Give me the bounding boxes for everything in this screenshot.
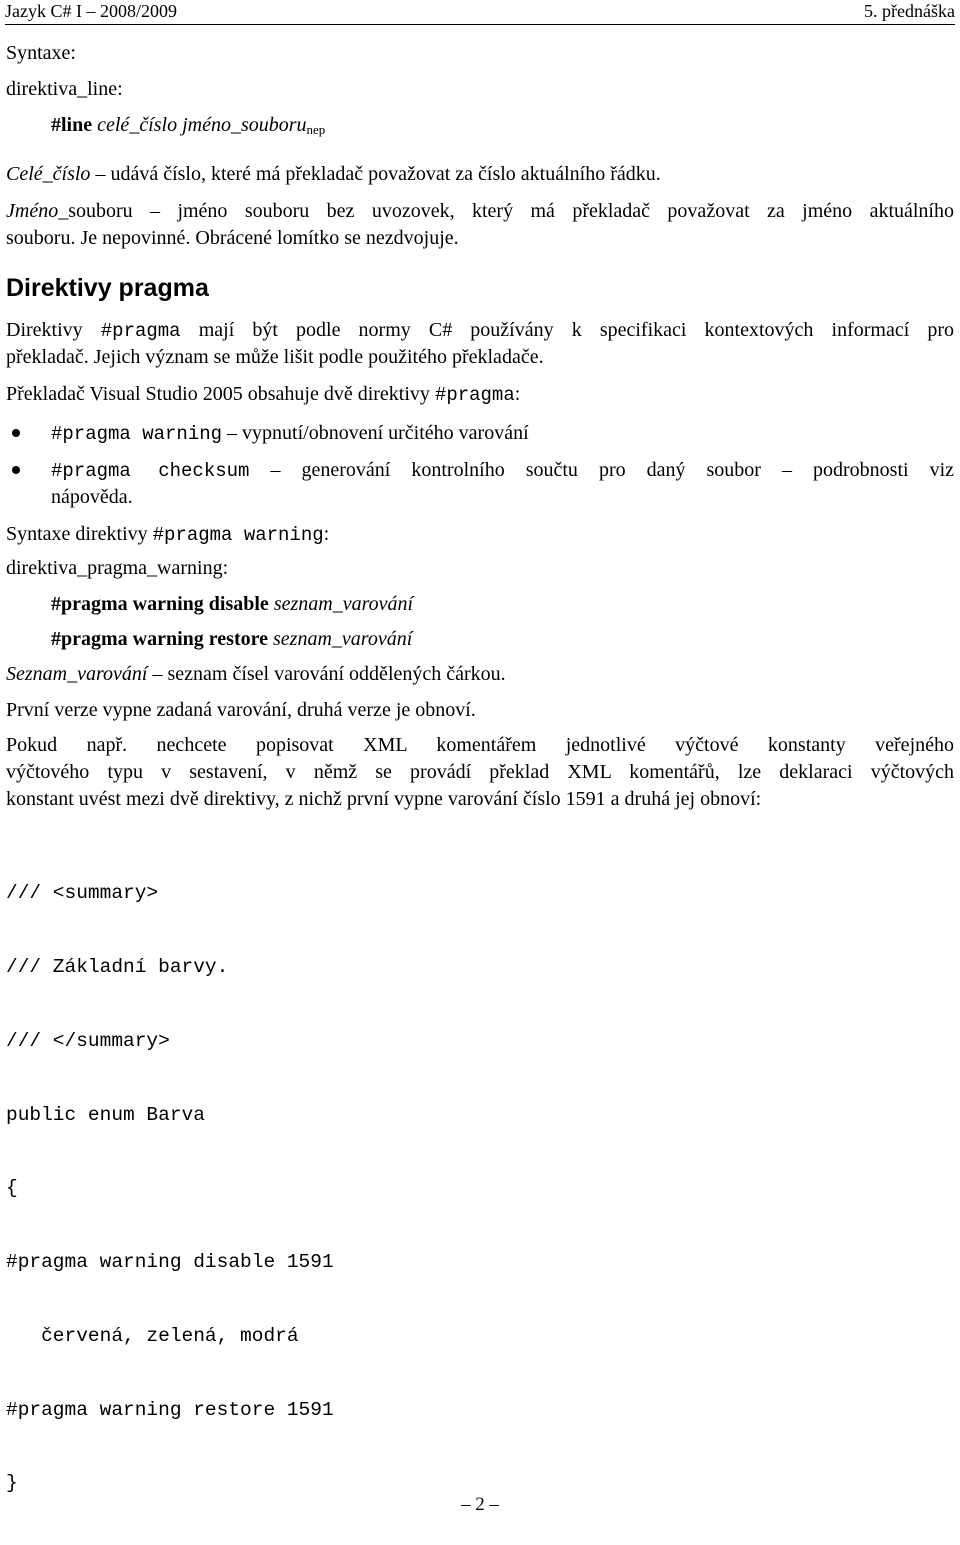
code-line: #pragma warning restore 1591	[6, 1398, 334, 1421]
inline-code: #pragma	[100, 320, 181, 342]
para-pokud-line3: konstant uvést mezi dvě direktivy, z nichž první vypne varování číslo 1591 a druhá jej obnoví:	[6, 788, 762, 810]
code-line: /// </summary>	[6, 1029, 170, 1052]
section-heading: Direktivy pragma	[6, 274, 209, 302]
bullet-text: – generování kontrolního součtu pro daný soubor – podrobnosti viz	[270, 459, 955, 481]
code-line: public enum Barva	[6, 1103, 205, 1126]
bullet-item-warning	[51, 421, 954, 446]
para-pokud-line2: výčtového typu v sestavení, v němž se provádí překlad XML komentářů, lze deklaraci výčtových	[6, 761, 954, 783]
inline-code: #pragma warning	[152, 524, 324, 546]
inline-code: #pragma	[434, 384, 515, 406]
code-line: červená, zelená, modrá	[6, 1324, 299, 1347]
desc-term: Seznam_varování	[6, 663, 148, 685]
code-line: #pragma warning disable 1591	[6, 1251, 334, 1274]
desc-text: – udává číslo, které má překladač považovat za číslo aktuálního řádku.	[90, 163, 661, 185]
pragma-disable-syntax	[51, 592, 954, 616]
inline-code: #pragma warning	[51, 423, 223, 445]
para-visual-studio	[6, 382, 954, 407]
desc-jmeno-souboru-cont: souboru. Je nepovinné. Obrácené lomítko se nezdvojuje.	[6, 227, 459, 249]
desc-cele-cislo	[6, 162, 954, 186]
para-text: Syntaxe direktivy	[6, 523, 153, 545]
desc-term: Jméno_	[6, 200, 69, 222]
pragma-rule-name: direktiva_pragma_warning:	[6, 557, 229, 579]
desc-jmeno-souboru	[6, 199, 954, 223]
line-rule-name: direktiva_line:	[6, 78, 123, 100]
line-directive-params: celé_číslo jméno_souboru	[97, 114, 307, 136]
para-text: :	[514, 383, 521, 405]
line-directive-keyword: #line	[51, 114, 93, 136]
desc-text: – seznam čísel varování oddělených čárkou.	[147, 663, 506, 685]
syntax-keyword: #pragma warning disable	[51, 593, 269, 615]
header-lecture: 5. přednáška	[864, 1, 955, 21]
line-directive-subscript: nep	[306, 122, 326, 137]
bullet-item-checksum-cont: nápověda.	[51, 486, 133, 508]
code-line: /// <summary>	[6, 882, 159, 905]
desc-seznam-varovani	[6, 662, 954, 686]
syntax-param: seznam_varování	[273, 628, 413, 650]
pragma-restore-syntax	[51, 627, 954, 651]
code-block	[6, 832, 334, 1545]
desc-text: souboru – jméno souboru bez uvozovek, který má překladač považovat za jméno aktuálního	[68, 200, 954, 222]
inline-code: #pragma checksum	[51, 460, 250, 482]
code-line: }	[6, 1472, 18, 1495]
bullet-dot	[12, 429, 20, 437]
para-prvni-verze: První verze vypne zadaná varování, druhá verze je obnoví.	[6, 699, 476, 721]
page-number: – 2 –	[461, 1494, 499, 1515]
para-text: Překladač Visual Studio 2005 obsahuje dvě direktivy	[6, 383, 435, 405]
para-pragma-intro-cont: překladač. Jejich význam se může lišit podle použitého překladače.	[6, 346, 544, 368]
bullet-text: – vypnutí/obnovení určitého varování	[222, 422, 529, 444]
para-pragma-intro	[6, 318, 954, 343]
syntax-pragma-label	[6, 522, 954, 547]
para-text: Direktivy	[6, 319, 83, 341]
para-pokud-line1: Pokud např. nechcete popisovat XML komentářem jednotlivé výčtové konstanty veřejného	[6, 734, 954, 756]
syntax-param: seznam_varování	[273, 593, 414, 615]
syntax-label: Syntaxe:	[6, 42, 76, 64]
page-header	[5, 0, 955, 25]
desc-term: Celé_číslo	[6, 163, 91, 185]
bullet-dot	[12, 466, 20, 474]
syntax-keyword: #pragma warning restore	[51, 628, 269, 650]
header-course: Jazyk C# I – 2008/2009	[5, 1, 177, 21]
code-line: {	[6, 1177, 18, 1200]
para-text: :	[323, 523, 330, 545]
bullet-item-checksum	[51, 458, 954, 483]
code-line: /// Základní barvy.	[6, 955, 229, 978]
line-directive-syntax	[51, 113, 954, 142]
para-text: mají být podle normy C# používány k specifikaci kontextových informací pro	[198, 319, 955, 341]
